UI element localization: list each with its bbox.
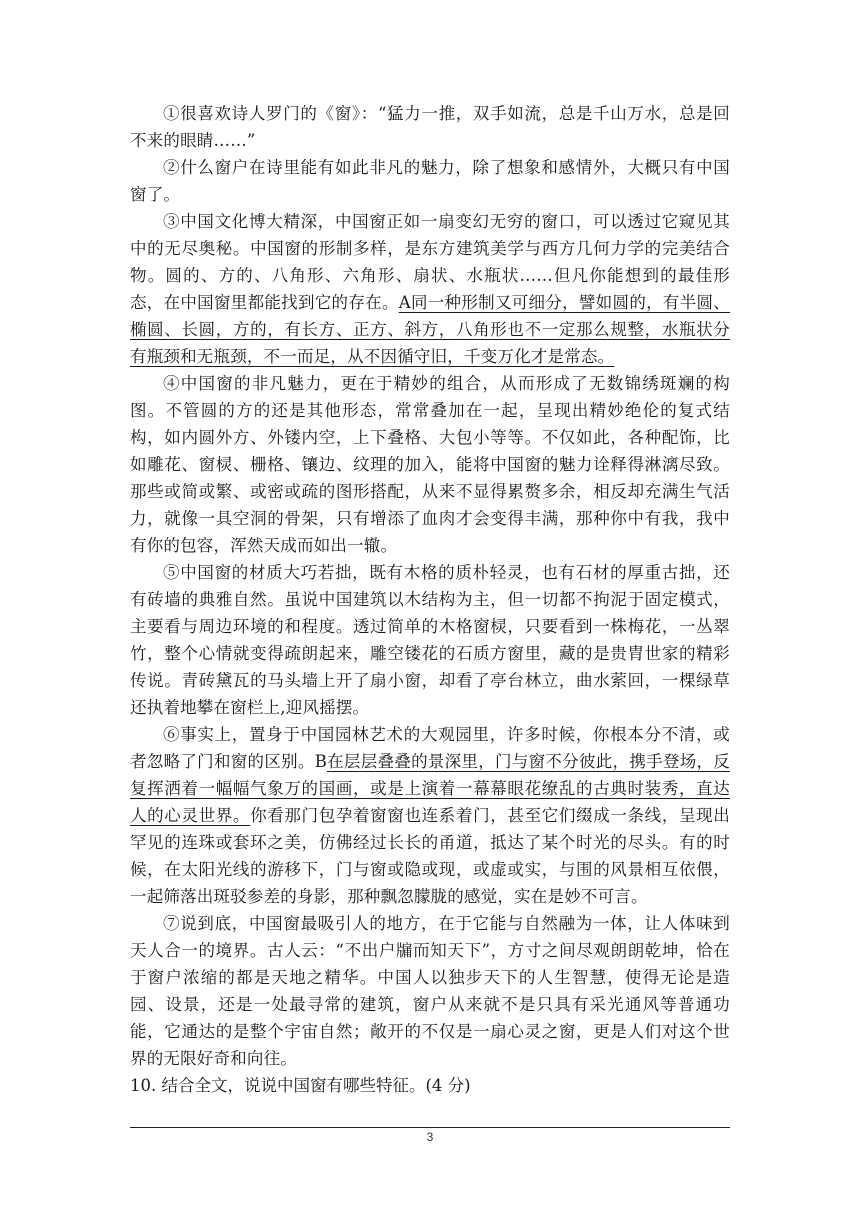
paragraph-7: ⑦说到底，中国窗最吸引人的地方，在于它能与自然融为一体，让人体味到天人合一的境界。古人云：“不出户牖而知天下”，方寸之间尽观朗朗乾坤，恰在于窗户浓缩的都是天地之精华。中国人以独步天下的人生智慧，使得无论是造园、设景，还是一处最寻常的建筑，窗户从来就不是只具有采光通风等普通功能，它通达的是整个宇宙自然；敞开的不仅是一扇心灵之窗，更是人们对这个世界的无限好奇和向往。	[130, 914, 730, 1068]
paragraph-2: ②什么窗户在诗里能有如此非凡的魅力，除了想象和感情外，大概只有中国窗了。	[130, 158, 730, 204]
answer-line[interactable]	[130, 1127, 730, 1128]
paragraph-6	[130, 721, 730, 910]
question-10: 10. 结合全文，说说中国窗有哪些特征。(4 分)	[130, 1076, 471, 1095]
paragraph-6-tail: 你看那门包孕着窗窗也连系着门，甚至它们缀成一条线，呈现出罕见的连珠或套环之美，仿佛经过长长的甬道，抵达了某个时光的尽头。有的时候，在太阳光线的游移下，门与窗或隐或现，或虚或实，与围的风景相互依偎，一起筛落出斑驳参差的身影，那种飘忽朦胧的感觉，实在是妙不可言。	[130, 806, 730, 906]
page-number: 3	[426, 1130, 434, 1144]
underlined-sentence-b: 在层层叠叠的景深里，门与窗不分彼此，携手登场，反复挥洒着一幅幅气象万的国画，或是上演着一幕幕眼花缭乱的古典时装秀，直达人的心灵世界。	[130, 752, 730, 825]
underlined-sentence-a: A同一种形制又可细分，譬如圆的，有半圆、椭圆、长圆，方的，有长方、正方、斜方，八角形也不一定那么规整，水瓶状分有瓶颈和无瓶颈，不一而足，从不因循守旧，千变万化才是常态。	[130, 293, 730, 366]
paragraph-6-text: ⑥事实上，置身于中国园林艺术的大观园里，许多时候，你根本分不清，或者忽略了门和窗的区别。B	[130, 725, 730, 771]
paragraph-3-text: ③中国文化博大精深，中国窗正如一扇变幻无穷的窗口，可以透过它窥见其中的无尽奥秘。中国窗的形制多样，是东方建筑美学与西方几何力学的完美结合物。圆的、方的、八角形、六角形、扇状、水瓶状……但凡你能想到的最佳形态，在中国窗里都能找到它的存在。	[130, 212, 730, 312]
paragraph-3	[130, 208, 730, 370]
document-body	[130, 100, 730, 1128]
paragraph-1: ①很喜欢诗人罗门的《窗》：“猛力一推，双手如流，总是千山万水，总是回不来的眼睛……”	[130, 104, 730, 150]
paragraph-4: ④中国窗的非凡魅力，更在于精妙的组合，从而形成了无数锦绣斑斓的构图。不管圆的方的还是其他形态，常常叠加在一起，呈现出精妙绝伦的复式结构，如内圆外方、外镂内空，上下叠格、大包小等等。不仅如此，各种配饰，比如雕花、窗棂、栅格、镶边、纹理的加入，能将中国窗的魅力诠释得淋漓尽致。那些或简或繁、或密或疏的图形搭配，从来不显得累赘多余，相反却充满生气活力，就像一具空洞的骨架，只有增添了血肉才会变得丰满，那种你中有我，我中有你的包容，浑然天成而如出一辙。	[130, 374, 730, 555]
paragraph-5: ⑤中国窗的材质大巧若拙，既有木格的质朴轻灵，也有石材的厚重古拙，还有砖墙的典雅自然。虽说中国建筑以木结构为主，但一切都不拘泥于固定模式，主要看与周边环境的和程度。透过简单的木格窗棂，只要看到一株梅花，一丛翠竹，整个心情就变得疏朗起来，雕空镂花的石质方窗里，藏的是贵胄世家的精彩传说。青砖黛瓦的马头墙上开了扇小窗，却看了亭台林立，曲水萦回，一棵绿草还执着地攀在窗栏上,迎风摇摆。	[130, 563, 730, 717]
